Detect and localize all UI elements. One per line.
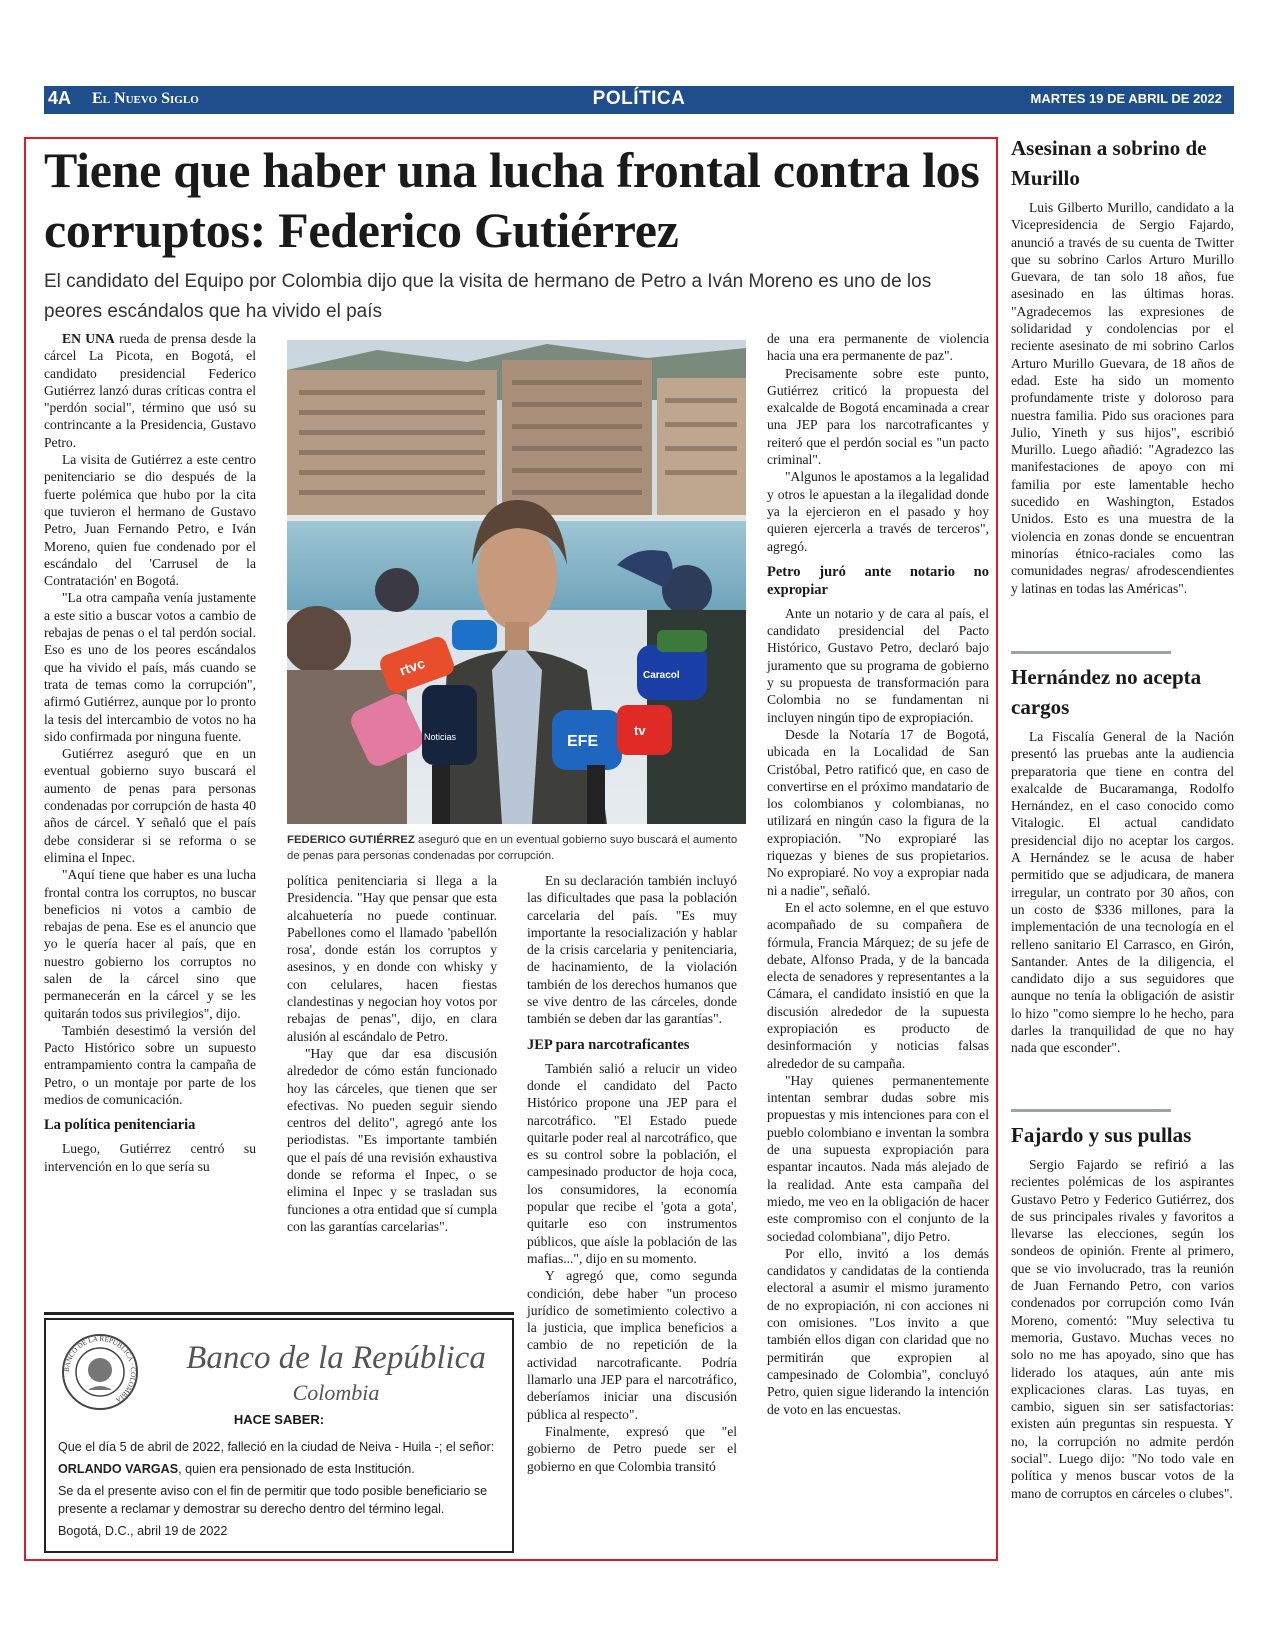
sidebar-story-murillo: [1011, 133, 1234, 597]
paragraph: Por ello, invitó a los demás candidatos y candidatas de la contienda electoral a asumir el mismo juramento de no expropiación, ni con acciones ni con omisiones. "Los invito a que también ellos digan con claridad que no permitirán que expropien al campesinado de Colombia", concluyó Petro, quien sigue liderando la intención de voto en las encuestas.: [767, 1245, 989, 1417]
issue-date: MARTES 19 DE ABRIL DE 2022: [1030, 91, 1222, 106]
mic-label: Noticias: [424, 732, 457, 742]
notice-line: [58, 1460, 503, 1478]
paragraph: "Aquí tiene que haber es una lucha frontal contra los corruptos, no buscar beneficios ni votos a cambio de rebajas de pena. Ese es el anuncio que yo le quería hacer al país, que en nuestro gobierno los corruptos no salen de la cárcel sino que permanecerán en la cárcel y se les quitarán todos sus privilegios", dijo.: [44, 867, 256, 1021]
article-photo: [287, 340, 746, 824]
notice-date: Bogotá, D.C., abril 19 de 2022: [58, 1524, 228, 1538]
notice-title: HACE SABER:: [233, 1412, 325, 1427]
paragraph: "Hay quienes permanentemente intentan sembrar dudas sobre mis propuestas y mis intenciones para con el pueblo colombiano e inventan la sombra de una supuesta expropiación para espantar incautos. Nada más alejado de la realidad. Ante esta campaña del miedo, me veo en la obligación de hacer este compromiso con el conjunto de la sociedad colombiana", dijo Petro.: [767, 1072, 989, 1244]
ad-top-rule: [44, 1312, 514, 1315]
article-column-2: [287, 872, 497, 1235]
paragraph: política penitenciaria si llega a la Presidencia. "Hay que pensar que esta alcahuetería no puede continuar. Pabellones como el llamado 'pabellón rosa', donde están los corruptos y asesinos, y en donde con whisky y con celulares, hacen fiestas clandestinas y negocian hoy votos por rebajas de penas", dijo, en clara alusión al escándalo de Petro.: [287, 873, 497, 1044]
bank-name: Banco de la República: [186, 1340, 486, 1376]
paragraph: En su declaración también incluyó las dificultades que pasa la población carcelaria del país. "Es muy importante la resocialización y hablar de la crisis carcelaria y penitenciaria, de hacinamiento, de la violación también de los derechos humanos que se vive dentro de las cárceles, donde también se deben dar las garantías".: [527, 873, 737, 1027]
mic-label: rtvc: [397, 654, 427, 679]
bank-seal-icon: [60, 1332, 140, 1412]
paragraph: En el acto solemne, en el que estuvo acompañado de su compañera de fórmula, Francia Márquez; de su jefe de debate, Alfonso Prada, y de la bancada electa de senadores y representantes a la Cámara, el candidato insistió en que la discusión alrededor de la supuesta expropiación es producto de desinformación y noticias falsas alrededor de su campaña.: [767, 899, 989, 1071]
photo-caption: [287, 832, 746, 864]
divider-rule: [1011, 651, 1171, 654]
divider-rule: [1011, 1109, 1171, 1112]
sidebar-story-hernandez: [1011, 662, 1234, 1057]
photo-illustration: [287, 340, 746, 824]
page-number: 4A: [48, 88, 72, 108]
sidebar-title: Fajardo y sus pullas: [1011, 1123, 1192, 1147]
article-column-3: [527, 872, 737, 1475]
sidebar-text: Sergio Fajardo se refirió a las recientes polémicas de los aspirantes Gustavo Petro y Federico Gutiérrez, dos de sus principales rivales y favoritos a llevarse las elecciones, según los sondeos de opinión. Frente al primero, que se vio involucrado, tras la reunión de Juan Fernando Petro, con varios condenados por corrupción como Iván Moreno, comentó: "Muy selectiva tu memoria, Gustavo. Muchas veces no solo no me has apoyado, sino que has liderado los ataques, aún ante mis explicaciones claras. Las tuyas, en cambio, siguen sin ser satisfactorias: existen aún preguntas sin respuesta. Y no, la corrupción no admite perdón social". Luego dijo: "No todo vale en política y menos buscar votos de la mano de corruptos en cárceles o clubes".: [1011, 1157, 1234, 1501]
caption-name: FEDERICO GUTIÉRREZ: [287, 834, 415, 846]
paragraph: "La otra campaña venía justamente a este sitio a buscar votos a cambio de rebajas de penas o el tal perdón social. Eso es uno de los peores escándalos que ha vivido el país, más cuando se trata de temas como la corrupción", afirmó Gutiérrez, aunque por lo pronto la tesis del intercambio de votos no ha sido confirmada por ninguna fuente.: [44, 590, 256, 744]
subheading: Petro juró ante notario no expropiar: [767, 563, 989, 598]
paragraph: Ante un notario y de cara al país, el candidato presidencial del Pacto Histórico, Gustavo Petro, declaró bajo juramento que su programa de gobierno y su propuesta de transformación para Colombia no se fundamentan ni incluyen ningún tipo de expropiación.: [767, 605, 989, 725]
bank-country: Colombia: [292, 1380, 380, 1405]
paragraph: Finalmente, expresó que "el gobierno de Petro puede ser el gobierno en que Colombia transitó: [527, 1423, 737, 1474]
paragraph: "Algunos le apostamos a la legalidad y otros le apuestan a la ilegalidad donde ya la ejercieron en el pasado y hoy quieren ejercerla a través de terceros", agregó.: [767, 469, 989, 554]
page-header-band: [44, 86, 1234, 114]
paragraph: Desde la Notaría 17 de Bogotá, ubicada en la Localidad de San Cristóbal, Petro ratificó que, en caso de convertirse en el próximo mandatario de los colombianos y colombianas, no utilizará en ningún caso la figura de la expropiación. "No expropiaré las riquezas y bienes de sus propietarios. No expropiaré. No voy a expropiar nada ni a nadie", señaló.: [767, 726, 989, 898]
mic-label: tv: [634, 723, 646, 738]
sidebar-title: Asesinan a sobrino de Murillo: [1011, 136, 1207, 190]
paragraph: Y agregó que, como segunda condición, debe haber "un proceso jurídico de sometimiento colectivo a la justicia, que implica beneficios a cambio de no repetición de la actividad narcotraficante. Podría llamarlo una JEP para el narcotráfico, deberíamos iniciar una discusión pública al respecto".: [527, 1268, 737, 1422]
paragraph: "Hay que dar esa discusión alrededor de cómo están funcionado hoy las cárceles, que tienen que ser efectivas. No pueden seguir siendo centros del delito", agregó ante los periodistas. "Es importante también que el país dé una revisión exhaustiva donde se reforma el Inpec, o se elimina el Inpec y se trasladan sus funciones a otra entidad que sí cumpla con las garantías carcelarias".: [287, 1045, 497, 1234]
subheading: La política penitenciaria: [44, 1117, 196, 1134]
article-deck: El candidato del Equipo por Colombia dijo que la visita de hermano de Petro a Iván Moreno es uno de los peores escándalos que ha vivido el país: [44, 271, 932, 322]
article-headline: Tiene que haber una lucha frontal contra los corruptos: Federico Gutiérrez: [44, 142, 980, 258]
article-column-1: [44, 330, 256, 1175]
sidebar-divider: [1011, 1109, 1234, 1112]
notice-text: , quien era pensionado de esta Institución.: [178, 1462, 415, 1476]
sidebar-title: Hernández no acepta cargos: [1011, 665, 1202, 719]
newspaper-logo: El Nuevo Siglo: [92, 90, 199, 107]
notice-line: Se da el presente aviso con el fin de permitir que todo posible beneficiario se presente a reclamar y demostrar su derecho dentro del término legal.: [58, 1484, 488, 1516]
paragraph: La visita de Gutiérrez a este centro penitenciario se dio después de la fuerte polémica que hubo por la cita que tuvieron el hermano de Gustavo Petro, Juan Fernando Petro, e Iván Moreno, quien fue condenado por el escándalo del 'Carrusel de la Contratación' en Bogotá.: [44, 452, 256, 589]
paragraph: Gutiérrez aseguró que en un eventual gobierno suyo buscará el aumento de penas para personas condenadas por corrupción de hasta 40 años de cárcel. Y señaló que el país debe considerar si se reforma o se elimina el Inpec.: [44, 746, 256, 865]
paragraph: Luego, Gutiérrez centró su intervención en lo que sería su: [44, 1141, 256, 1174]
subheading: JEP para narcotraficantes: [527, 1036, 690, 1053]
paragraph: También salió a relucir un video donde el candidato del Pacto Histórico propone una JEP para el narcotráfico. "El Estado puede quitarle poder real al narcotráfico, que es su control sobre la población, el campesinado productor de hoja coca, los consumidores, la economía popular que recibe el 'gota a gota', quitarle eso con instrumentos públicos, que aísle la población de las mafias...", dijo en su momento.: [527, 1060, 737, 1266]
sidebar-story-fajardo: [1011, 1120, 1234, 1502]
paragraph: de una era permanente de violencia hacia una era permanente de paz".: [767, 331, 989, 364]
article-column-4: [767, 330, 989, 1418]
mic-label: EFE: [567, 733, 599, 750]
deceased-name: ORLANDO VARGAS: [58, 1462, 179, 1476]
paragraph-text: rueda de prensa desde la cárcel La Picota, en Bogotá, el candidato presidencial Federico Gutiérrez lanzó duras críticas contra el "perdón social", término que usó su contrincante a la Presidencia, Gustavo Petro.: [44, 331, 257, 450]
lead-in: EN UNA: [62, 331, 115, 346]
section-title: POLÍTICA: [592, 88, 686, 109]
sidebar-divider: [1011, 651, 1234, 654]
bank-notice-ad: [44, 1318, 514, 1553]
mic-label: Caracol: [643, 670, 680, 681]
svg-text:BANCO DE LA REPÚBLICA · COLOMB: BANCO DE LA REPÚBLICA · COLOMBIA: [62, 1334, 138, 1405]
paragraph: [44, 330, 256, 451]
paragraph: También desestimó la versión del Pacto Histórico sobre un supuesto entrampamiento contra la campaña de Petro, o un montaje por parte de los medios de comunicación.: [44, 1022, 256, 1108]
sidebar-text: La Fiscalía General de la Nación presentó las pruebas ante la audiencia preparatoria que tiene en contra del exalcalde de Bucaramanga, Rodolfo Hernández, en el caso conocido como Vitalogic. El actual candidato presidencial dijo no aceptar los cargos. A Hernández se le acusa de haber permitido que se adjudicara, de manera irregular, un contrato por 30 años, con un costo de $336 millones, para la implementación de una tecnología en el relleno sanitario El Carrasco, en Girón, Santander. Antes de la diligencia, el candidato dijo a sus seguidores que aunque no tenía la obligación de asistir lo hizo "como siempre lo he hecho, para darles la tranquilidad de que no hay nada que esconder".: [1011, 729, 1234, 1056]
caption-text: aseguró que en un eventual gobierno suyo buscará el aumento de penas para personas condenadas por corrupción.: [287, 834, 738, 862]
sidebar-text: Luis Gilberto Murillo, candidato a la Vicepresidencia de Sergio Fajardo, anunció a través de su cuenta de Twitter que su sobrino Carlos Arturo Murillo Guevara, de tan solo 18 años, fue asesinado en las últimas horas. "Agradecemos las expresiones de solidaridad y condolencias por el reciente asesinato de mi sobrino Carlos Arturo Murillo Guevara, de 18 años de edad. Este ha sido un momento profundamente triste y doloroso para nuestra familia. Pido sus oraciones para Julio, Yineth y sus hijos", escribió Murillo. Luego añadió: "Agradezco las manifestaciones de apoyo con mi familia por este lamentable hecho sucedido en Washington, Estados Unidos. Esto es una muestra de la violencia en zonas donde se encuentran minorías étnico-raciales como las comunidades negras/ afrodescendientes y latinas en todas las Américas".: [1011, 200, 1234, 596]
notice-line: Que el día 5 de abril de 2022, falleció en la ciudad de Neiva - Huila -; el señor:: [58, 1440, 495, 1454]
paragraph: Precisamente sobre este punto, Gutiérrez criticó la propuesta del exalcalde de Bogotá encaminada a crear una JEP para los narcotraficantes y reiteró que el perdón social es "un pacto criminal".: [767, 365, 989, 468]
